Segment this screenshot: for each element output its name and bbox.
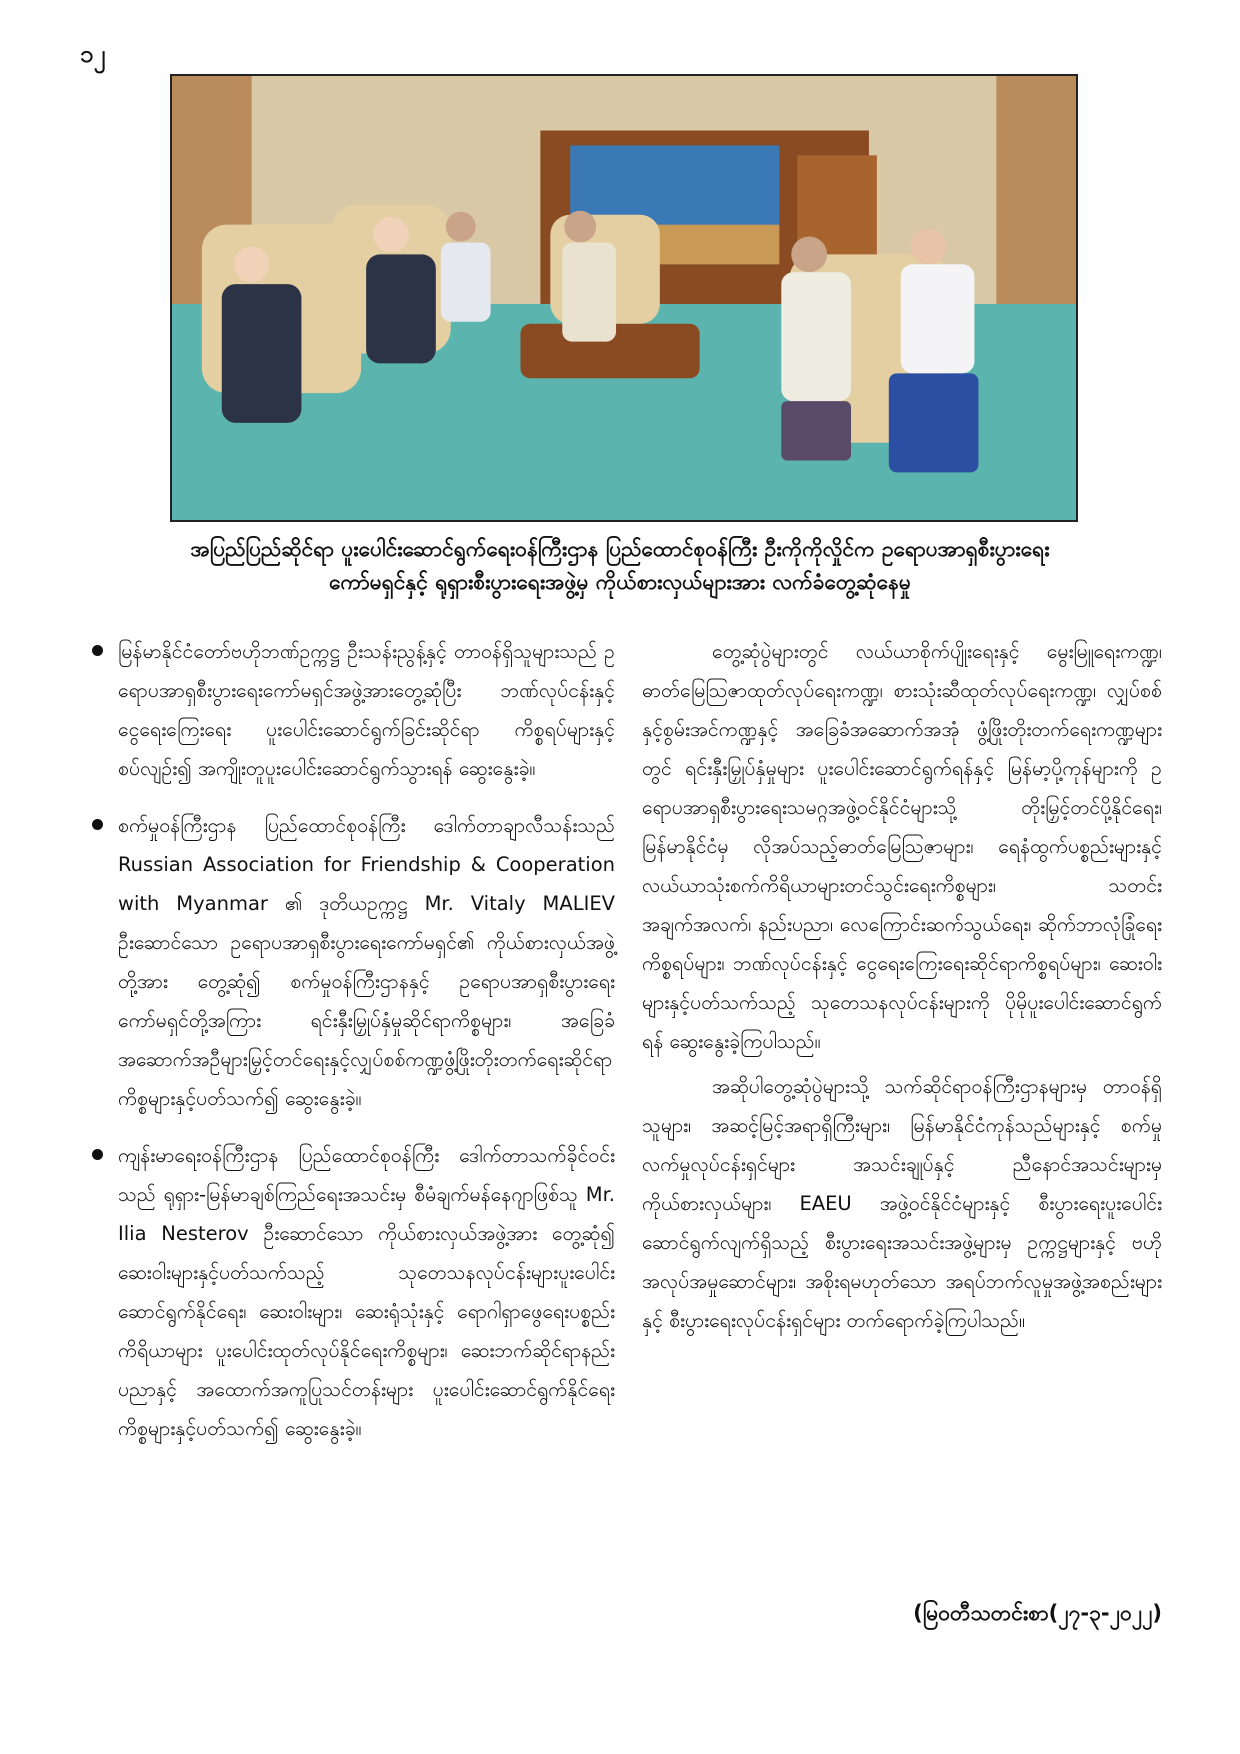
- person-2-head: [373, 217, 409, 253]
- person-6-skirt: [889, 373, 979, 472]
- wall-panel-right: [996, 76, 1076, 304]
- bullet-item: [88, 1136, 615, 1448]
- bullet-text: မြန်မာနိုင်ငံတော်ဗဟိုဘဏ်ဥက္ကဋ္ဌ ဦးသန်းညွန့်နှင့် တာဝန်ရှိသူများသည် ဥရောပအာရှစီးပွားရေးကော်မရှင်အဖွဲ့အားတွေ့ဆုံပြီး ဘဏ်လုပ်ငန်းနှင့် ငွေရေးကြေးရေး ပူးပေါင်းဆောင်ရွက်ခြင်းဆိုင်ရာ ကိစ္စရပ်များနှင့်စပ်လျဉ်း၍ အကျိုးတူပူးပေါင်းဆောင်ရွက်သွားရန် ဆွေးနွေးခဲ့။: [118, 640, 615, 780]
- left-column: [88, 632, 615, 1466]
- person-6-head: [911, 229, 947, 265]
- bullet-item: [88, 632, 615, 788]
- person-6-shirt: [901, 264, 975, 373]
- person-4-head: [564, 211, 596, 243]
- photo-caption: [100, 533, 1140, 598]
- person-3-head: [446, 212, 476, 242]
- bullet-list: [88, 632, 615, 1448]
- caption-line-1: အပြည်ပြည်ဆိုင်ရာ ပူးပေါင်းဆောင်ရွက်ရေးဝန်ကြီးဌာန ပြည်ထောင်စုဝန်ကြီး ဦးကိုကိုလှိုင်က ဥရောပအာရှစီးပွားရေး: [190, 537, 1050, 561]
- meeting-photo: [170, 74, 1078, 522]
- caption-line-2: ကော်မရှင်နှင့် ရုရှားစီးပွားရေးအဖွဲ့မှ ကိုယ်စားလှယ်များအား လက်ခံတွေ့ဆုံနေမှု: [329, 569, 911, 594]
- person-1-suit: [222, 284, 302, 423]
- bullet-icon: [92, 645, 103, 656]
- person-5-shirt: [781, 272, 851, 401]
- paragraph: အဆိုပါတွေ့ဆုံပွဲများသို့ သက်ဆိုင်ရာဝန်ကြီးဌာနများမှ တာဝန်ရှိသူများ၊ အဆင့်မြင့်အရာရှိကြီးများ၊ မြန်မာနိုင်ငံကုန်သည်များနှင့် စက်မှုလက်မှုလုပ်ငန်းရှင်များ အသင်းချုပ်နှင့် ညီနောင်အသင်းများမှ ကိုယ်စားလှယ်များ၊ EAEU အဖွဲ့ဝင်နိုင်ငံများနှင့် စီးပွားရေးပူးပေါင်းဆောင်ရွက်လျက်ရှိသည့် စီးပွားရေးအသင်းအဖွဲ့များမှ ဥက္ကဋ္ဌများနှင့် ဗဟိုအလုပ်အမှုဆောင်များ၊ အစိုးရမဟုတ်သော အရပ်ဘက်လူမှုအဖွဲ့အစည်းများနှင့် စီးပွားရေးလုပ်ငန်းရှင်များ တက်ရောက်ခဲ့ကြပါသည်။: [642, 1075, 1162, 1332]
- bullet-text: ကျန်းမာရေးဝန်ကြီးဌာန ပြည်ထောင်စုဝန်ကြီး ဒေါက်တာသက်ခိုင်ဝင်းသည် ရုရှား-မြန်မာချစ်ကြည်ရေးအသင်းမှ စီမံချက်မန်နေဂျာဖြစ်သူ Mr. Ilia Nesterov ဦးဆောင်သော ကိုယ်စားလှယ်အဖွဲ့အား တွေ့ဆုံ၍ ဆေးဝါးများနှင့်ပတ်သက်သည့် သုတေသနလုပ်ငန်းများပူးပေါင်းဆောင်ရွက်နိုင်ရေး၊ ဆေးဝါးများ၊ ဆေးရုံသုံးနှင့် ရောဂါရှာဖွေရေးပစ္စည်းကိရိယာများ ပူးပေါင်းထုတ်လုပ်နိုင်ရေးကိစ္စများ၊ ဆေးဘက်ဆိုင်ရာနည်းပညာနှင့် အထောက်အကူပြုသင်တန်းများ ပူးပေါင်းဆောင်ရွက်နိုင်ရေးကိစ္စများနှင့်ပတ်သက်၍ ဆွေးနွေးခဲ့။: [118, 1144, 615, 1440]
- person-3-shirt: [441, 243, 491, 322]
- person-5-head: [791, 237, 827, 273]
- person-5-longyi: [781, 401, 851, 460]
- person-1-head: [234, 246, 270, 282]
- bullet-icon: [92, 819, 103, 830]
- person-2-suit: [366, 254, 436, 363]
- paragraph: တွေ့ဆုံပွဲများတွင် လယ်ယာစိုက်ပျိုးရေးနှင့် မွေးမြူရေးကဏ္ဍ၊ ဓာတ်မြေသြဇာထုတ်လုပ်ရေးကဏ္ဍ၊ စားသုံးဆီထုတ်လုပ်ရေးကဏ္ဍ၊ လျှပ်စစ်နှင့်စွမ်းအင်ကဏ္ဍနှင့် အခြေခံအဆောက်အအုံ ဖွံ့ဖြိုးတိုးတက်ရေးကဏ္ဍများတွင် ရင်းနှီးမြှုပ်နှံမှုများ ပူးပေါင်းဆောင်ရွက်ရန်နှင့် မြန်မာ့ပို့ကုန်များကို ဥရောပအာရှစီးပွားရေးသမဂ္ဂအဖွဲ့ဝင်နိုင်ငံများသို့ တိုးမြှင့်တင်ပို့နိုင်ရေး၊ မြန်မာနိုင်ငံမှ လိုအပ်သည့်ဓာတ်မြေသြဇာများ၊ ရေနံထွက်ပစ္စည်းများနှင့် လယ်ယာသုံးစက်ကိရိယာများတင်သွင်းရေးကိစ္စများ၊ သတင်းအချက်အလက်၊ နည်းပညာ၊ လေကြောင်းဆက်သွယ်ရေး၊ ဆိုက်ဘာလုံခြုံရေးကိစ္စရပ်များ၊ ဘဏ်လုပ်ငန်းနှင့် ငွေရေးကြေးရေးဆိုင်ရာကိစ္စရပ်များ၊ ဆေးဝါးများနှင့်ပတ်သက်သည့် သုတေသနလုပ်ငန်းများကို ပိုမိုပူးပေါင်းဆောင်ရွက်ရန် ဆွေးနွေးခဲ့ကြပါသည်။: [642, 640, 1162, 1053]
- bullet-text: စက်မှုဝန်ကြီးဌာန ပြည်ထောင်စုဝန်ကြီး ဒေါက်တာချာလီသန်းသည် Russian Association for Friendship & Cooperation with Myanmar ၏ ဒုတိယဥက္ကဋ္ဌ Mr. Vitaly MALIEV ဦးဆောင်သော ဥရောပအာရှစီးပွားရေးကော်မရှင်၏ ကိုယ်စားလှယ်အဖွဲ့တို့အား တွေ့ဆုံ၍ စက်မှုဝန်ကြီးဌာနနှင့် ဥရောပအာရှစီးပွားရေးကော်မရှင်တို့အကြား ရင်းနှီးမြှုပ်နှံမှုဆိုင်ရာကိစ္စများ၊ အခြေခံအဆောက်အဦများမြှင့်တင်ရေးနှင့်လျှပ်စစ်ကဏ္ဍဖွံ့ဖြိုးတိုးတက်ရေးဆိုင်ရာ ကိစ္စများနှင့်ပတ်သက်၍ ဆွေးနွေးခဲ့။: [118, 814, 615, 1110]
- person-4-shirt: [562, 243, 616, 342]
- bullet-icon: [92, 1149, 103, 1160]
- source-citation: (မြဝတီသတင်းစာ(၂၇-၃-၂၀၂၂): [913, 1601, 1162, 1625]
- page-number: ၁၂: [80, 40, 106, 68]
- bullet-item: [88, 806, 615, 1118]
- right-column: [642, 632, 1162, 1346]
